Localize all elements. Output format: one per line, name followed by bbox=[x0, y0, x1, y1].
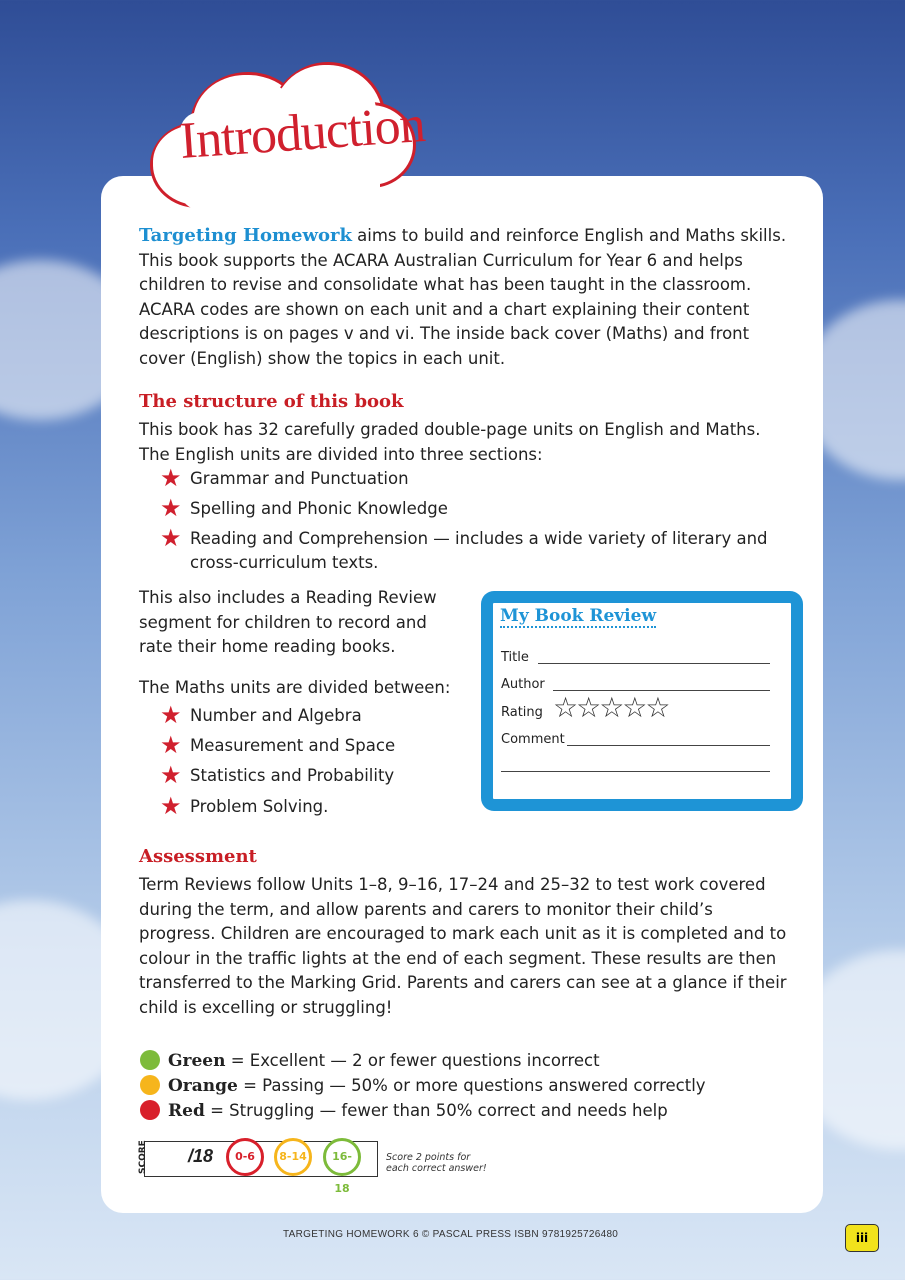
red-dot-icon bbox=[140, 1100, 160, 1120]
star-bullet-icon: ★ bbox=[160, 761, 182, 789]
assessment-paragraph: Term Reviews follow Units 1–8, 9–16, 17–24 and 25–32 to test work covered during the term, and allow parents and carers to monitor their child’s progress. Children are encouraged to mark each unit as it is completed and to colour in the traffic lights at the end of each segment. These results are then transferred to the Marking Grid. Parents and carers can see at a glance if their child is excelling or struggling! bbox=[139, 875, 787, 1017]
comment-write-line[interactable] bbox=[501, 771, 770, 772]
score-note: Score 2 points for each correct answer! bbox=[386, 1152, 487, 1174]
list-item: ★ Reading and Comprehension — includes a wide variety of literary and cross-curriculum texts. bbox=[160, 524, 768, 572]
intro-paragraph bbox=[139, 224, 789, 371]
star-bullet-icon: ★ bbox=[160, 701, 182, 729]
footer-text: TARGETING HOMEWORK 6 © PASCAL PRESS ISBN 9781925726480 bbox=[283, 1229, 619, 1240]
score-value[interactable]: /18 bbox=[188, 1146, 214, 1166]
review-author-label: Author bbox=[501, 677, 545, 692]
structure-paragraph: This book has 32 carefully graded double-page units on English and Maths. The English units are divided into three sections: bbox=[139, 420, 761, 464]
reading-review-paragraph: This also includes a Reading Review segment for children to record and rate their home reading books. bbox=[139, 588, 437, 656]
star-bullet-icon: ★ bbox=[160, 792, 182, 820]
review-rating-label: Rating bbox=[501, 705, 543, 720]
page-title: Introduction bbox=[177, 96, 427, 171]
star-bullet-icon: ★ bbox=[160, 731, 182, 759]
maths-intro: The Maths units are divided between: bbox=[139, 678, 451, 697]
rating-stars-icon[interactable]: ☆☆☆☆☆ bbox=[553, 691, 669, 724]
intro-text: aims to build and reinforce English and Maths skills. This book supports the ACARA Australian Curriculum for Year 6 and helps children to revise and consolidate what has been taught in the classroom. ACARA codes are shown on each unit and a chart explaining their content descriptions is on pages v and vi. The inside back cover (Maths) and front cover (English) show the topics in each unit. bbox=[139, 226, 787, 368]
book-review-title: My Book Review bbox=[500, 606, 657, 626]
list-item: ★ Measurement and Space bbox=[160, 731, 396, 759]
english-sections-list bbox=[160, 464, 780, 575]
review-title-label: Title bbox=[501, 650, 529, 665]
brand-name: Targeting Homework bbox=[139, 225, 352, 246]
traffic-light-orange[interactable]: 8-14 bbox=[274, 1138, 312, 1176]
legend-green: Green = Excellent — 2 or fewer questions incorrect bbox=[140, 1050, 600, 1071]
score-label: SCORE bbox=[138, 1140, 148, 1174]
legend-red: Red = Struggling — fewer than 50% correct and needs help bbox=[140, 1100, 668, 1121]
star-bullet-icon: ★ bbox=[160, 524, 182, 552]
page-number: iii bbox=[845, 1224, 879, 1252]
star-bullet-icon: ★ bbox=[160, 464, 182, 492]
traffic-light-red[interactable]: 0-6 bbox=[226, 1138, 264, 1176]
list-item: ★ Statistics and Probability bbox=[160, 761, 395, 789]
title-write-line[interactable] bbox=[538, 663, 770, 664]
maths-sections-list bbox=[160, 701, 460, 820]
comment-write-line[interactable] bbox=[567, 745, 770, 746]
list-item: ★ Grammar and Punctuation bbox=[160, 464, 409, 492]
orange-dot-icon bbox=[140, 1075, 160, 1095]
assessment-heading: Assessment bbox=[139, 846, 257, 867]
green-dot-icon bbox=[140, 1050, 160, 1070]
legend-orange: Orange = Passing — 50% or more questions answered correctly bbox=[140, 1075, 706, 1096]
traffic-light-green[interactable]: 16-18 bbox=[323, 1138, 361, 1176]
list-item: ★ Spelling and Phonic Knowledge bbox=[160, 494, 448, 522]
review-comment-label: Comment bbox=[501, 732, 565, 747]
structure-heading: The structure of this book bbox=[139, 391, 404, 412]
list-item: ★ Problem Solving. bbox=[160, 792, 329, 820]
star-bullet-icon: ★ bbox=[160, 494, 182, 522]
list-item: ★ Number and Algebra bbox=[160, 701, 362, 729]
